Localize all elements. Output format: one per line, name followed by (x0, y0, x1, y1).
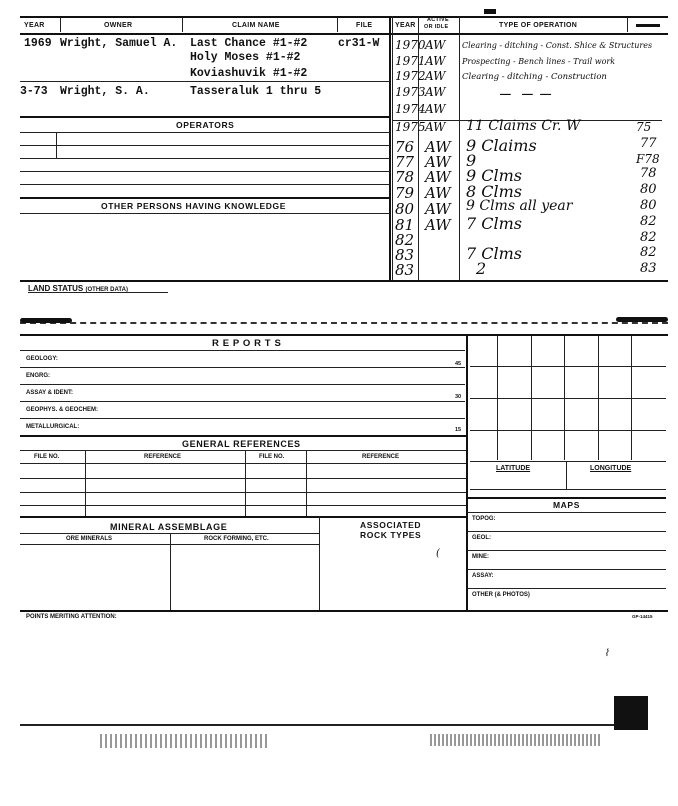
op-year: 81 (395, 216, 415, 234)
header-claim-name: CLAIM NAME (232, 22, 280, 29)
col-tick (337, 18, 338, 32)
operators-row (20, 158, 390, 159)
owner-year: 3-73 (20, 85, 48, 98)
op-status: AW (425, 200, 451, 218)
mine-label: MINE: (472, 554, 489, 560)
maps-row (468, 588, 666, 589)
op-status: AW (425, 54, 446, 68)
top-rule (20, 16, 668, 18)
other-persons-rule (20, 197, 390, 199)
pen-mark: ( (436, 548, 440, 559)
gr-file-no-2: FILE NO. (259, 454, 285, 460)
op-year: 83 (395, 246, 415, 264)
top-mark (484, 9, 496, 14)
land-status-underline (28, 292, 168, 293)
mineral-title: MINERAL ASSEMBLAGE (110, 522, 228, 532)
reports-rule (20, 350, 465, 351)
latlong-divider (566, 461, 567, 489)
gr-col (85, 450, 86, 516)
topog-label: TOPOG: (472, 516, 496, 522)
header-or-idle: OR IDLE (424, 24, 449, 30)
maps-row (468, 569, 666, 570)
op-type: 9 Claims (466, 136, 537, 155)
op-status: AW (425, 138, 451, 156)
header-active: ACTIVE (427, 17, 449, 23)
gr-row (20, 492, 466, 493)
claim-name: Tasseraluk 1 thru 5 (190, 85, 322, 98)
rock-forming-label: ROCK FORMING, ETC. (204, 536, 269, 542)
op-year: 1970 (395, 38, 426, 52)
panel-divider (389, 16, 391, 280)
operators-row (20, 184, 390, 185)
grid-row (470, 398, 666, 399)
op-year: 79 (395, 184, 415, 202)
engrg-label: ENGRG: (26, 373, 50, 379)
op-year: 1975 (395, 120, 426, 134)
op-end: 80 (640, 182, 657, 197)
header-rule (20, 33, 668, 35)
header-smudge (636, 24, 660, 27)
op-type: Clearing - ditching - Const. Shice & Structures (462, 41, 653, 50)
claim-name: Holy Moses #1-#2 (190, 51, 301, 64)
scan-noise (100, 734, 270, 748)
op-year: 82 (395, 231, 415, 249)
op-status: AW (425, 38, 446, 52)
operators-row (20, 132, 390, 133)
header-year: YEAR (24, 22, 45, 29)
maps-rule (468, 497, 666, 499)
reports-top-rule (20, 334, 668, 336)
gr-col (245, 450, 246, 516)
geol-label: GEOL: (472, 535, 491, 541)
op-end: 82 (640, 245, 657, 260)
longitude-label: LONGITUDE (590, 465, 632, 472)
rock-types-label: ROCK TYPES (360, 530, 422, 540)
associated-label: ASSOCIATED (360, 520, 422, 530)
gr-row (20, 505, 466, 506)
metallurgical-label: METALLURGICAL: (26, 424, 80, 430)
land-status-label: LAND STATUS (28, 284, 84, 293)
points-label: POINTS MERITING ATTENTION: (26, 614, 117, 620)
owner-row-rule (20, 81, 390, 82)
reports-row (20, 401, 465, 402)
maps-title: MAPS (553, 500, 580, 510)
operators-label: OPERATORS (176, 120, 235, 130)
reports-row (20, 384, 465, 385)
operators-rule (20, 116, 390, 118)
claim-name: Last Chance #1-#2 (190, 37, 308, 50)
op-status: AW (425, 168, 451, 186)
op-year: 77 (395, 153, 415, 171)
gr-reference-2: REFERENCE (362, 454, 400, 460)
points-rule (20, 610, 668, 612)
operators-col (56, 132, 57, 158)
op-year: 1972 (395, 69, 426, 83)
col-tick (60, 18, 61, 32)
op-year: 1971 (395, 54, 426, 68)
op-type: Prospecting - Bench lines - Trail work (462, 57, 616, 66)
geophys-label: GEOPHYS. & GEOCHEM: (26, 407, 99, 413)
op-end: 77 (640, 136, 657, 151)
op-end: 82 (640, 230, 657, 245)
type-col-tick (627, 18, 628, 32)
op-status: AW (425, 153, 451, 171)
maps-row (468, 550, 666, 551)
reports-title: R E P O R T S (212, 338, 282, 349)
header-type-of-operation: TYPE OF OPERATION (499, 22, 578, 29)
op-type: 7 Clms (466, 244, 523, 263)
smear-right (616, 317, 668, 322)
header-file: FILE (356, 22, 373, 29)
general-references-rule (20, 435, 466, 437)
latitude-label: LATITUDE (496, 465, 531, 472)
gr-file-no-1: FILE NO. (34, 454, 60, 460)
assay-label: ASSAY & IDENT: (26, 390, 74, 396)
other-photos-label: OTHER (& PHOTOS) (472, 592, 530, 598)
maps-row (468, 531, 666, 532)
operators-row (20, 145, 390, 146)
form-number: GP-14415 (632, 614, 653, 619)
op-end: 83 (640, 261, 657, 276)
land-status-rule (20, 280, 668, 282)
op-status: AW (425, 85, 446, 99)
op-type: Clearing - ditching - Construction (462, 72, 607, 82)
grid-row (470, 430, 666, 431)
op-year: 1974 (395, 102, 426, 116)
owner-name: Wright, S. A. (60, 85, 150, 98)
corner-block (614, 696, 648, 730)
reports-row (20, 418, 465, 419)
op-ditto-mark: ـــ ـــ ـــ (500, 84, 551, 98)
mineral-col (319, 516, 320, 610)
op-year: 80 (395, 200, 415, 218)
scale-45: 45 (455, 361, 462, 367)
op-type: 9 (466, 151, 477, 170)
scale-15: 15 (455, 427, 462, 433)
header-year-2: YEAR (395, 22, 416, 29)
file-number: cr31-W (338, 37, 380, 50)
scan-noise (430, 734, 600, 746)
op-status: AW (425, 102, 446, 116)
smear-left (20, 318, 72, 323)
other-persons-label: OTHER PERSONS HAVING KNOWLEDGE (101, 201, 287, 211)
op-end: 82 (640, 214, 657, 229)
latlong-bottom (470, 489, 666, 490)
op-end: 75 (636, 120, 652, 134)
header-owner: OWNER (104, 22, 133, 29)
op-type: 11 Claims Cr. W (466, 118, 581, 134)
claim-name: Koviashuvik #1-#2 (190, 67, 308, 80)
op-year: 78 (395, 168, 415, 186)
op-status: AW (425, 69, 446, 83)
op-status: AW (425, 184, 451, 202)
maps-row (468, 512, 666, 513)
land-status-sub: (OTHER DATA) (85, 287, 128, 293)
ore-minerals-label: ORE MINERALS (66, 536, 113, 542)
gr-header-rule (20, 450, 466, 451)
dashed-divider (20, 322, 668, 324)
gr-row (20, 463, 466, 464)
op-end: 78 (640, 166, 657, 181)
status-col-line (459, 16, 460, 280)
scale-30: 30 (455, 394, 462, 400)
bottom-edge-line (20, 724, 620, 726)
owner-name: Wright, Samuel A. (60, 37, 178, 50)
gr-row (20, 478, 466, 479)
owner-year: 1969 (24, 37, 52, 50)
op-type: 8 Clms (466, 182, 523, 201)
grid-row (470, 461, 666, 462)
general-references-title: GENERAL REFERENCES (182, 439, 301, 449)
mineral-col (170, 533, 171, 610)
mineral-rule (20, 516, 466, 518)
op-type: 9 Clms (466, 166, 523, 185)
gr-col (306, 450, 307, 516)
geology-label: GEOLOGY: (26, 356, 58, 362)
grid-row (470, 366, 666, 367)
stray-mark: ⌇ (604, 648, 609, 659)
op-type: 9 Clms all year (466, 198, 573, 214)
gr-reference-1: REFERENCE (144, 454, 182, 460)
op-type: 2 (476, 259, 487, 278)
op-end: 80 (640, 198, 657, 213)
op-end: F78 (636, 152, 660, 166)
op-year: 1973 (395, 85, 426, 99)
operators-row (20, 171, 390, 172)
op-type: 7 Clms (466, 214, 523, 233)
assay-map-label: ASSAY: (472, 573, 494, 579)
col-tick (182, 18, 183, 32)
op-year: 76 (395, 138, 415, 156)
op-year: 83 (395, 261, 415, 279)
panel-divider-2 (392, 16, 393, 280)
other-persons-row (20, 213, 390, 214)
op-status: AW (425, 216, 451, 234)
reports-row (20, 367, 465, 368)
op-status: AW (425, 120, 446, 134)
